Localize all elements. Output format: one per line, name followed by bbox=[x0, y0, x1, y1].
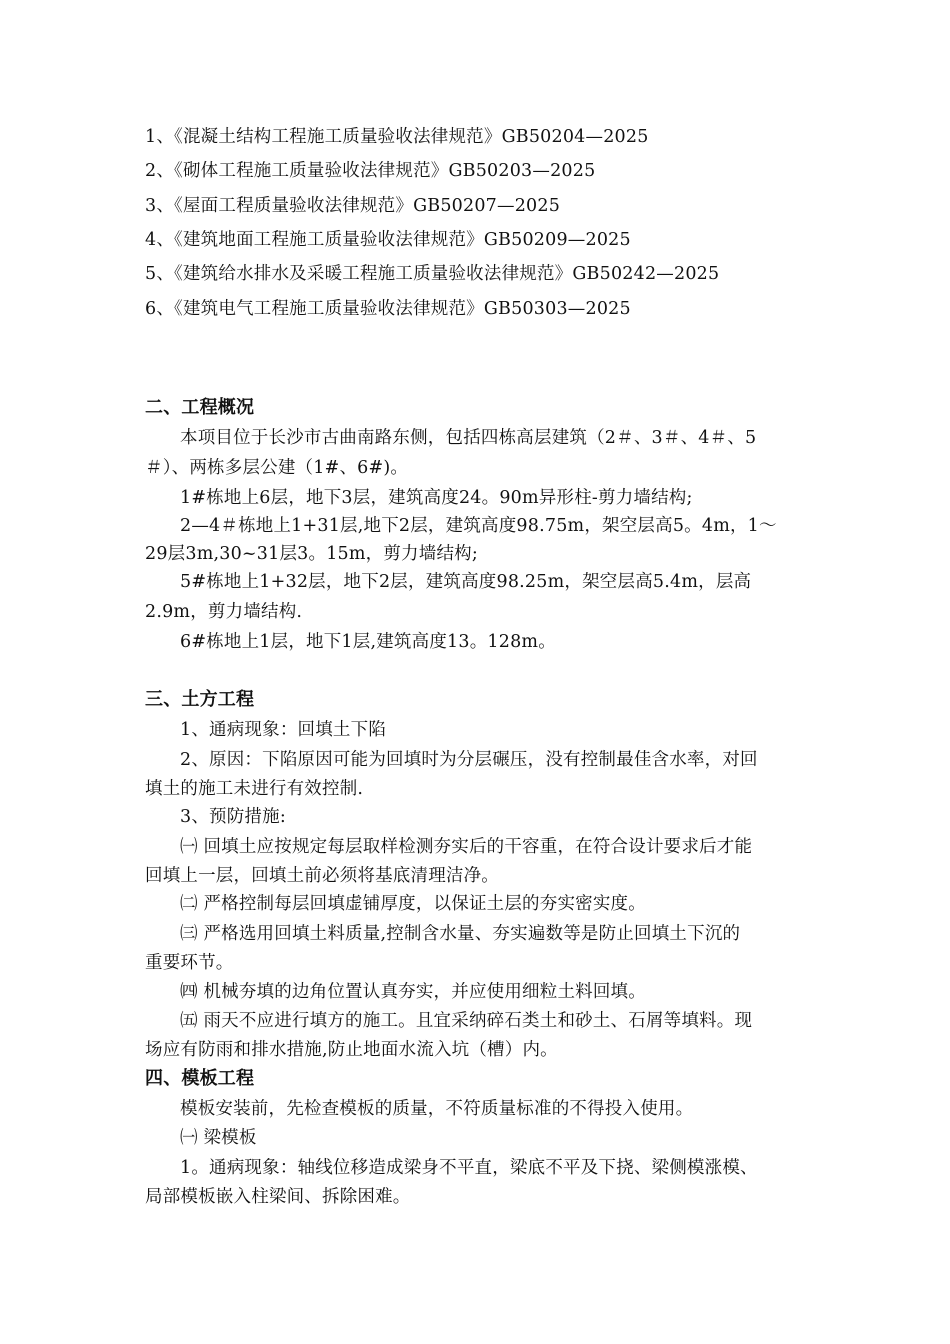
paragraph-line: 局部模板嵌入柱梁间、拆除困难。 bbox=[145, 1187, 411, 1207]
paragraph-line: 6#栋地上1层，地下1层,建筑高度13。128m。 bbox=[180, 632, 556, 652]
paragraph-line: ㈤ 雨天不应进行填方的施工。且宜采纳碎石类土和砂土、石屑等填料。现 bbox=[180, 1011, 753, 1031]
section-heading-earthwork: 三、土方工程 bbox=[145, 689, 255, 710]
paragraph-line: 本项目位于长沙市古曲南路东侧，包括四栋高层建筑（2＃、3＃、4＃、5 bbox=[180, 428, 757, 448]
paragraph-line: ㈢ 严格选用回填土料质量,控制含水量、夯实遍数等是防止回填土下沉的 bbox=[180, 924, 741, 944]
reference-item: 3、《屋面工程质量验收法律规范》GB50207—2025 bbox=[145, 196, 561, 216]
reference-item: 1、《混凝土结构工程施工质量验收法律规范》GB50204—2025 bbox=[145, 127, 649, 147]
paragraph-line: 29层3m,30~31层3。15m，剪力墙结构; bbox=[145, 544, 478, 564]
paragraph-line: 2.9m，剪力墙结构. bbox=[145, 602, 303, 622]
paragraph-line: 重要环节。 bbox=[145, 953, 234, 973]
paragraph-line: 1#栋地上6层，地下3层，建筑高度24。90m异形柱-剪力墙结构; bbox=[180, 488, 693, 508]
reference-item: 6、《建筑电气工程施工质量验收法律规范》GB50303—2025 bbox=[145, 299, 631, 319]
paragraph-line: ㈠ 梁模板 bbox=[180, 1128, 257, 1148]
paragraph-line: 1。通病现象：轴线位移造成梁身不平直，梁底不平及下挠、梁侧模涨模、 bbox=[180, 1158, 758, 1178]
paragraph-line: 场应有防雨和排水措施,防止地面水流入坑（槽）内。 bbox=[145, 1040, 558, 1060]
paragraph-line: 2、原因：下陷原因可能为回填时为分层碾压，没有控制最佳含水率，对回 bbox=[180, 750, 758, 770]
paragraph-line: 2—4＃栋地上1+31层,地下2层，建筑高度98.75m，架空层高5。4m，1～ bbox=[180, 516, 777, 536]
paragraph-line: ㈠ 回填土应按规定每层取样检测夯实后的干容重，在符合设计要求后才能 bbox=[180, 837, 753, 857]
reference-item: 5、《建筑给水排水及采暖工程施工质量验收法律规范》GB50242—2025 bbox=[145, 264, 720, 284]
section-heading-formwork: 四、模板工程 bbox=[145, 1068, 255, 1089]
paragraph-line: 1、通病现象：回填土下陷 bbox=[180, 720, 387, 740]
reference-item: 2、《砌体工程施工质量验收法律规范》GB50203—2025 bbox=[145, 161, 596, 181]
paragraph-line: ＃）、两栋多层公建（1#、6#)。 bbox=[145, 458, 409, 478]
paragraph-line: 填土的施工未进行有效控制. bbox=[145, 779, 364, 799]
paragraph-line: 5#栋地上1+32层，地下2层，建筑高度98.25m，架空层高5.4m，层高 bbox=[180, 572, 752, 592]
paragraph-line: 回填上一层，回填土前必须将基底清理洁净。 bbox=[145, 866, 499, 886]
paragraph-line: 3、预防措施: bbox=[180, 807, 286, 827]
paragraph-line: ㈡ 严格控制每层回填虚铺厚度，以保证土层的夯实密实度。 bbox=[180, 894, 646, 914]
paragraph-line: ㈣ 机械夯填的边角位置认真夯实，并应使用细粒土料回填。 bbox=[180, 982, 646, 1002]
section-heading-overview: 二、工程概况 bbox=[145, 397, 255, 418]
paragraph-line: 模板安装前，先检查模板的质量，不符质量标准的不得投入使用。 bbox=[180, 1099, 694, 1119]
reference-item: 4、《建筑地面工程施工质量验收法律规范》GB50209—2025 bbox=[145, 230, 631, 250]
